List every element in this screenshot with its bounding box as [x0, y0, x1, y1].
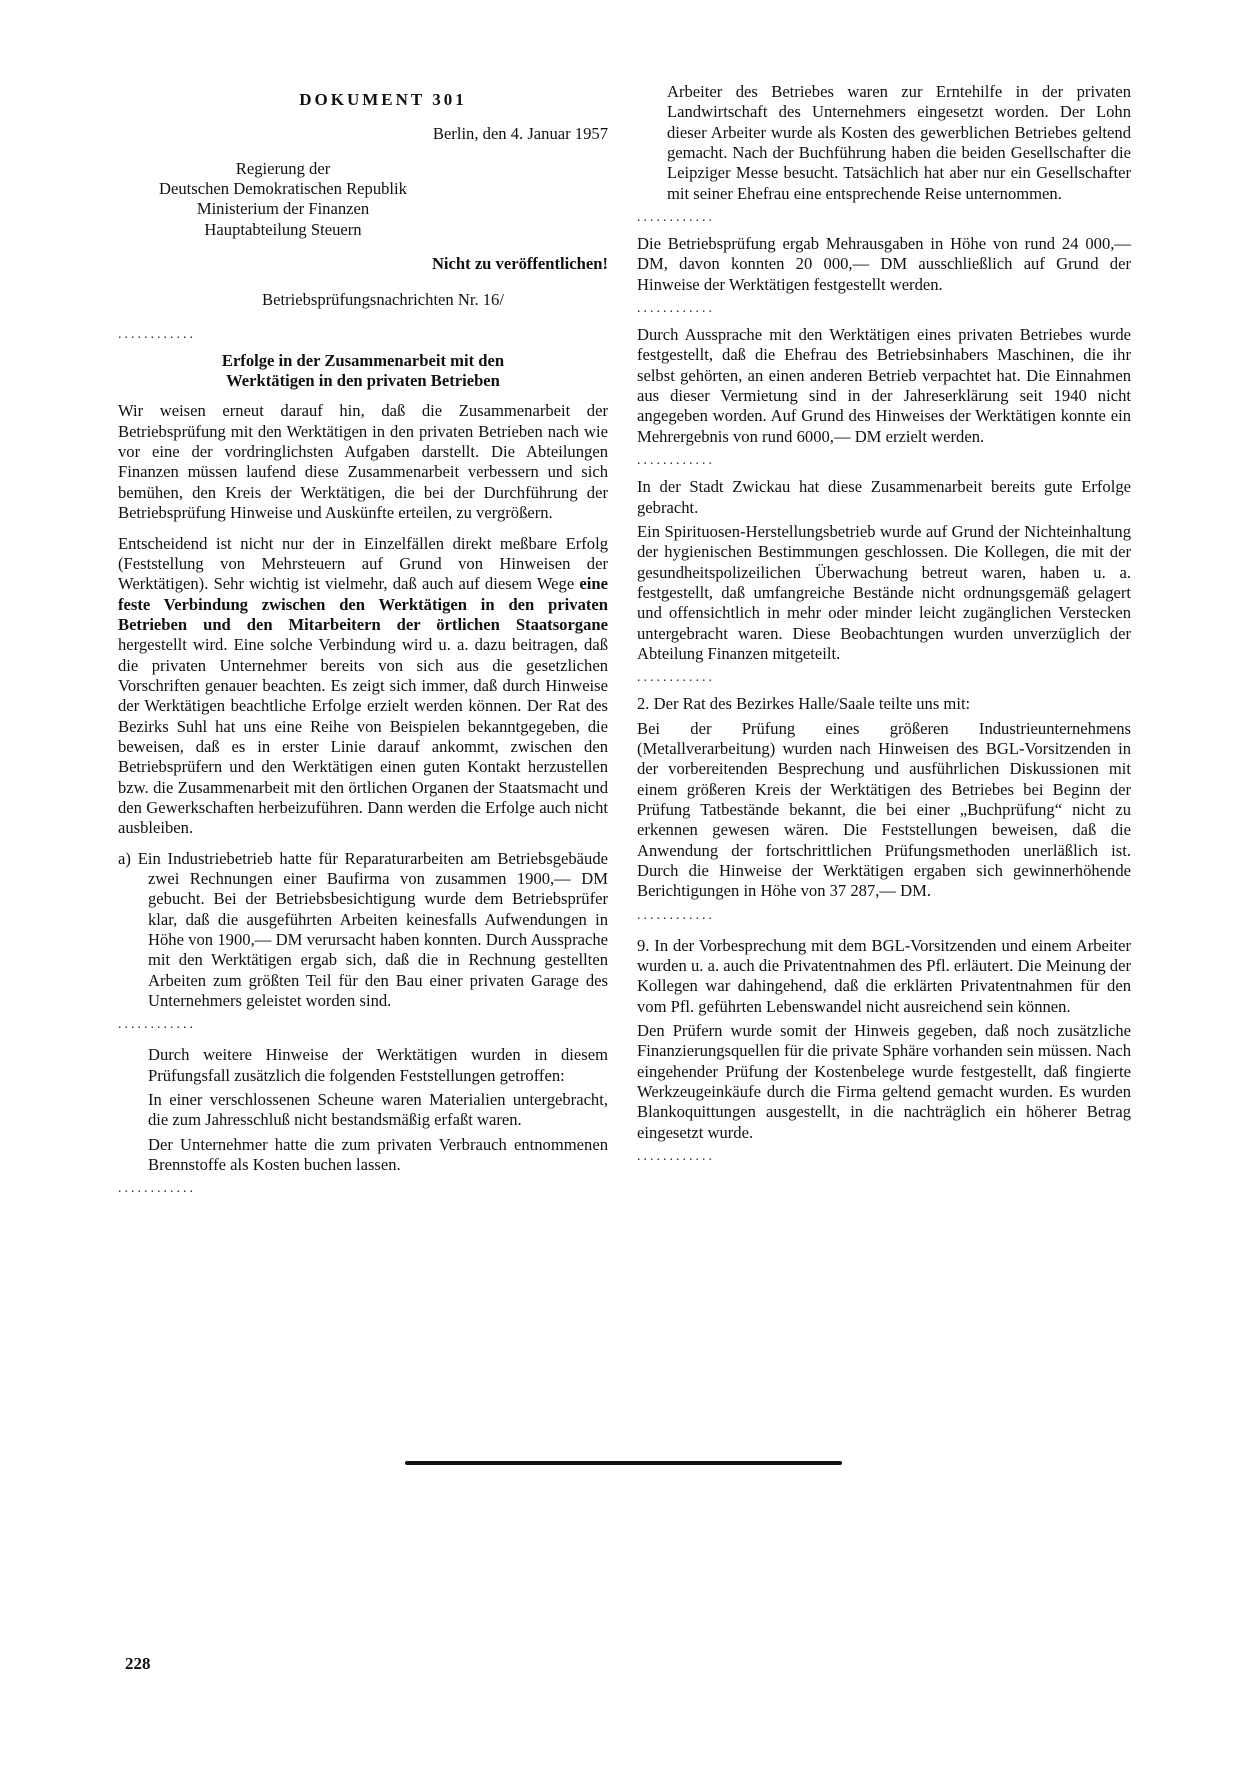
- paragraph: Wir weisen erneut darauf hin, daß die Zusammenarbeit der Betriebsprüfung mit den Werktätigen in den privaten Betrieben nach wie vor eine der vordringlichsten Aufgaben darstellt. Die Abteilungen Finanzen müssen laufend diese Zusammenarbeit verbessern und sich bemühen, den Kreis der Werktätigen, die bei der Durchführung der Betriebsprüfung Hinweise und Auskünfte erteilen, zu vergrößern.: [118, 401, 608, 523]
- right-column: [637, 82, 1131, 1173]
- authority-line: Regierung der: [235, 158, 331, 178]
- paragraph: Durch weitere Hinweise der Werktätigen wurden in diesem Prüfungsfall zusätzlich die folgenden Feststellungen getroffen:: [148, 1045, 608, 1085]
- paragraph: Den Prüfern wurde somit der Hinweis gegeben, daß noch zusätzliche Finanzierungsquellen für die private Sphäre vorhanden sein müssen. Nach eingehender Prüfung der Kostenbelege wurde festgestellt, daß fingierte Werkzeugeinkäufe durch die Firma geltend gemacht wurden. Es wurden Blankoquittungen ausgestellt, in die nachträglich ein höherer Betrag eingesetzt wurde.: [637, 1021, 1131, 1142]
- ellipsis-separator: ............: [637, 907, 715, 923]
- emphasized-text: eine feste Verbindung zwischen den Werktätigen in den privaten Betrieben und den Mitarbeitern der örtlichen Staatsorgane: [118, 574, 608, 634]
- paragraph: Durch Aussprache mit den Werktätigen eines privaten Betriebes wurde festgestellt, daß die Ehefrau des Betriebsinhabers Maschinen, die ihr selbst gehörten, an einen anderen Betrieb verpachtet hat. Die Einnahmen aus dieser Vermietung sind in der Jahreserklärung seit 1940 nicht angegeben worden. Auf Grund des Hinweises der Werktätigen konnte ein Mehrergebnis von rund 6000,— DM erzielt werden.: [637, 325, 1131, 446]
- paragraph: In einer verschlossenen Scheune waren Materialien untergebracht, die zum Jahresschluß nicht bestandsmäßig erfaßt waren.: [148, 1090, 608, 1130]
- list-item-a: a) Ein Industriebetrieb hatte für Reparaturarbeiten am Betriebsgebäude zwei Rechnungen einer Baufirma von zusammen 1900,— DM gebucht. Bei der Betriebsbesichtigung wurde dem Betriebsprüfer klar, daß die ausgeführten Arbeiten keinesfalls Aufwendungen in Höhe von 1900,— DM verursacht haben konnten. Durch Aussprache mit den Werktätigen ergab sich, daß die in Rechnung gestellten Arbeiten zum größten Teil für den Bau einer privaten Garage des Unternehmers geleistet worden sind.: [118, 848, 608, 1011]
- paragraph: Die Betriebsprüfung ergab Mehrausgaben in Höhe von rund 24 000,— DM, davon konnten 20 000,— DM ausschließlich auf Grund der Hinweise der Werktätigen festgestellt werden.: [637, 234, 1131, 294]
- paragraph: Bei der Prüfung eines größeren Industrieunternehmens (Metallverarbeitung) wurden nach Hinweisen des BGL-Vorsitzenden in der vorbereitenden Besprechung und ausführlichen Diskussionen mit einem größeren Kreis der Werktätigen des Betriebes bei Beginn der Prüfung Tatbestände bekannt, die bei einer „Buchprüfung“ nicht zu erkennen gewesen wären. Die Feststellungen beweisen, daß die Anwendung der fortschrittlichen Prüfungsmethoden unerläßlich ist. Durch die Hinweise der Werktätigen ergaben sich gewinnerhöhende Berichtigungen in Höhe von 37 287,— DM.: [637, 718, 1131, 901]
- authority-line: Hauptabteilung Steuern: [204, 219, 362, 239]
- document-title: DOKUMENT 301: [299, 90, 467, 109]
- confidential-notice: Nicht zu veröffentlichen!: [431, 254, 608, 274]
- page-number: 228: [125, 1654, 151, 1673]
- section-divider-rule: [405, 1461, 842, 1465]
- ellipsis-separator: ............: [637, 670, 715, 686]
- ellipsis-separator: ............: [637, 301, 715, 317]
- paragraph: In der Stadt Zwickau hat diese Zusammenarbeit bereits gute Erfolge gebracht.: [637, 477, 1131, 517]
- authority-line: Deutschen Demokratischen Republik: [159, 179, 407, 199]
- paragraph: Arbeiter des Betriebes waren zur Erntehilfe in der privaten Landwirtschaft des Unternehmers eingesetzt worden. Der Lohn dieser Arbeiter wurde als Kosten des gewerblichen Betriebes geltend gemacht. Nach der Buchführung haben die beiden Gesellschafter die Leipziger Messe besucht. Tatsächlich hat aber nur ein Gesellschafter mit seiner Ehefrau eine entsprechende Reise unternommen.: [667, 82, 1131, 203]
- paragraph: Der Unternehmer hatte die zum privaten Verbrauch entnommenen Brennstoffe als Kosten buchen lassen.: [148, 1134, 608, 1175]
- ellipsis-separator: ............: [118, 326, 196, 342]
- authority-block: [118, 159, 448, 240]
- section-heading: [118, 351, 608, 392]
- left-column: [118, 84, 608, 1205]
- paragraph: 9. In der Vorbesprechung mit dem BGL-Vorsitzenden und einem Arbeiter wurden u. a. auch die Privatentnahmen des Pfl. erläutert. Die Meinung der Kollegen war dahingehend, daß die erklärten Privatentnahmen für den vom Pfl. geführten Lebenswandel nicht ausreichend sein können.: [637, 935, 1131, 1016]
- ellipsis-separator: ............: [118, 1017, 196, 1033]
- ellipsis-separator: ............: [118, 1181, 196, 1197]
- authority-line: Ministerium der Finanzen: [196, 199, 370, 219]
- paragraph-text: Entscheidend ist nicht nur der in Einzelfällen direkt meßbare Erfolg (Feststellung von Mehrsteuern auf Grund von Hinweisen der Werktätigen). Sehr wichtig ist vielmehr, daß auch auf diesem Wege: [118, 533, 608, 594]
- paragraph: Ein Spirituosen-Herstellungsbetrieb wurde auf Grund der Nichteinhaltung der hygienischen Bestimmungen geschlossen. Die Kollegen, die mit der gesundheitspolizeilichen Überwachung betreut waren, haben u. a. festgestellt, daß umfangreiche Bestände nicht ordnungsgemäß gelagert und offensichtlich in mehr oder minder leicht zugänglichen Verstecken untergebracht waren. Diese Beobachtungen wurden unverzüglich der Abteilung Finanzen mitgeteilt.: [637, 521, 1131, 663]
- paragraph: 2. Der Rat des Bezirkes Halle/Saale teilte uns mit:: [637, 694, 971, 714]
- ellipsis-separator: ............: [637, 210, 715, 226]
- ellipsis-separator: ............: [637, 1149, 715, 1165]
- paragraph: [118, 534, 608, 839]
- heading-line: Werktätigen in den privaten Betrieben: [226, 371, 500, 391]
- paragraph-text: hergestellt wird. Eine solche Verbindung wird u. a. dazu beitragen, daß die privaten Unternehmer bereits von sich aus die gesetzlichen Vorschriften genauer beachten. Es zeigt sich immer, daß durch Hinweise der Werktätigen beachtliche Erfolge erzielt werden können. Der Rat des Bezirks Suhl hat uns eine Reihe von Beispielen bekanntgegeben, die beweisen, daß es in erster Linie darauf ankommt, zwischen den Betriebsprüfern und den Werktätigen einen guten Kontakt herzustellen bzw. die Zusammenarbeit mit den örtlichen Organen der Staatsmacht und den Gewerkschaften herbeizuführen. Dann werden die Erfolge auch nicht ausbleiben.: [118, 635, 608, 838]
- heading-line: Erfolge in der Zusammenarbeit mit den: [221, 350, 505, 370]
- ellipsis-separator: ............: [637, 453, 715, 469]
- issue-line: Betriebsprüfungsnachrichten Nr. 16/: [262, 290, 504, 310]
- place-date: Berlin, den 4. Januar 1957: [432, 124, 608, 144]
